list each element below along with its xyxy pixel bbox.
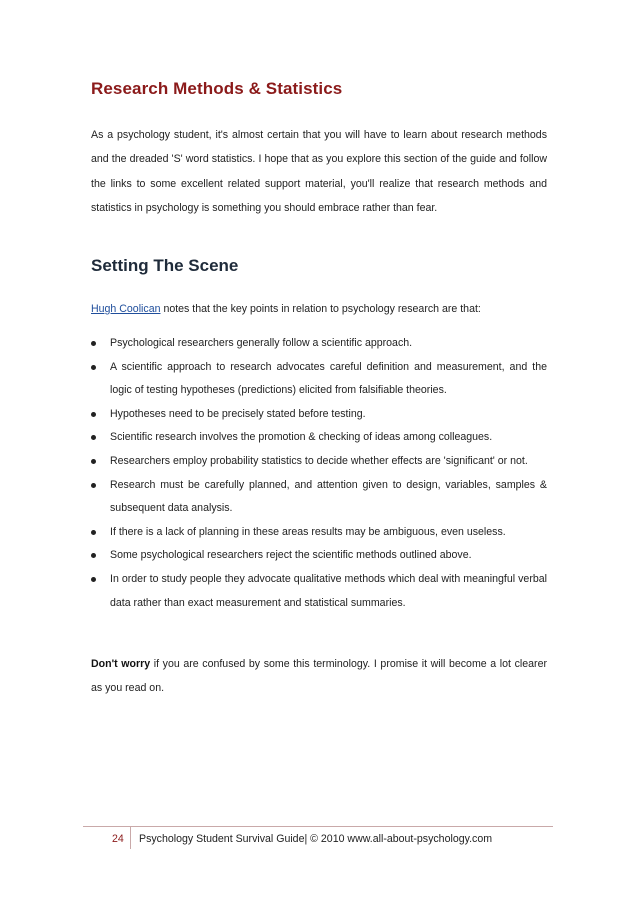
list-item (91, 521, 547, 545)
bullet-icon (91, 459, 96, 464)
list-item (91, 356, 547, 403)
list-item (91, 426, 547, 450)
list-item (91, 403, 547, 427)
closing-paragraph (91, 652, 547, 701)
list-item-text: In order to study people they advocate qualitative methods which deal with meaningful verbal data rather than exact measurement and statistical summaries. (110, 572, 547, 609)
list-item (91, 450, 547, 474)
list-item-text: Scientific research involves the promotion & checking of ideas among colleagues. (110, 431, 493, 444)
list-item (91, 544, 547, 568)
bullet-icon (91, 530, 96, 535)
key-points-list (91, 332, 547, 615)
list-item-text: Research must be carefully planned, and attention given to design, variables, samples & subsequent data analysis. (110, 478, 547, 515)
list-item-text: Some psychological researchers reject the scientific methods outlined above. (110, 549, 472, 562)
closing-text: if you are confused by some this terminology. I promise it will become a lot clearer as you read on. (91, 658, 547, 695)
bullet-icon (91, 341, 96, 346)
page-number: 24 (112, 833, 124, 845)
intro-paragraph: As a psychology student, it's almost certain that you will have to learn about research methods and the dreaded 'S' word statistics. I hope that as you explore this section of the guide and follow the links to some excellent related support material, you'll realize that research methods and statistics in psychology is something you should embrace rather than fear. (91, 129, 547, 215)
list-item (91, 332, 547, 356)
bullet-icon (91, 435, 96, 440)
closing-bold: Don't worry (91, 658, 151, 670)
list-item-text: Researchers employ probability statistics to decide whether effects are 'significant' or not. (110, 454, 528, 467)
hugh-coolican-link[interactable]: Hugh Coolican (91, 303, 161, 315)
list-item (91, 568, 547, 615)
bullet-icon (91, 553, 96, 558)
list-item (91, 474, 547, 521)
bullet-icon (91, 412, 96, 417)
bullet-icon (91, 577, 96, 582)
section-intro (91, 298, 547, 320)
bullet-icon (91, 365, 96, 370)
footer-divider (83, 826, 553, 827)
page-heading: Research Methods & Statistics (91, 79, 343, 98)
list-item-text: A scientific approach to research advocates careful definition and measurement, and the logic of testing hypotheses (predictions) elicited from falsifiable theories. (110, 360, 547, 397)
bullet-icon (91, 483, 96, 488)
list-item-text: Hypotheses need to be precisely stated before testing. (110, 407, 366, 420)
section-heading: Setting The Scene (91, 256, 239, 275)
list-item-text: Psychological researchers generally follow a scientific approach. (110, 337, 413, 349)
section-intro-text: notes that the key points in relation to psychology research are that: (160, 303, 481, 315)
footer-text: Psychology Student Survival Guide| © 2010 www.all-about-psychology.com (139, 833, 493, 845)
list-item-text: If there is a lack of planning in these areas results may be ambiguous, even useless. (110, 525, 506, 538)
